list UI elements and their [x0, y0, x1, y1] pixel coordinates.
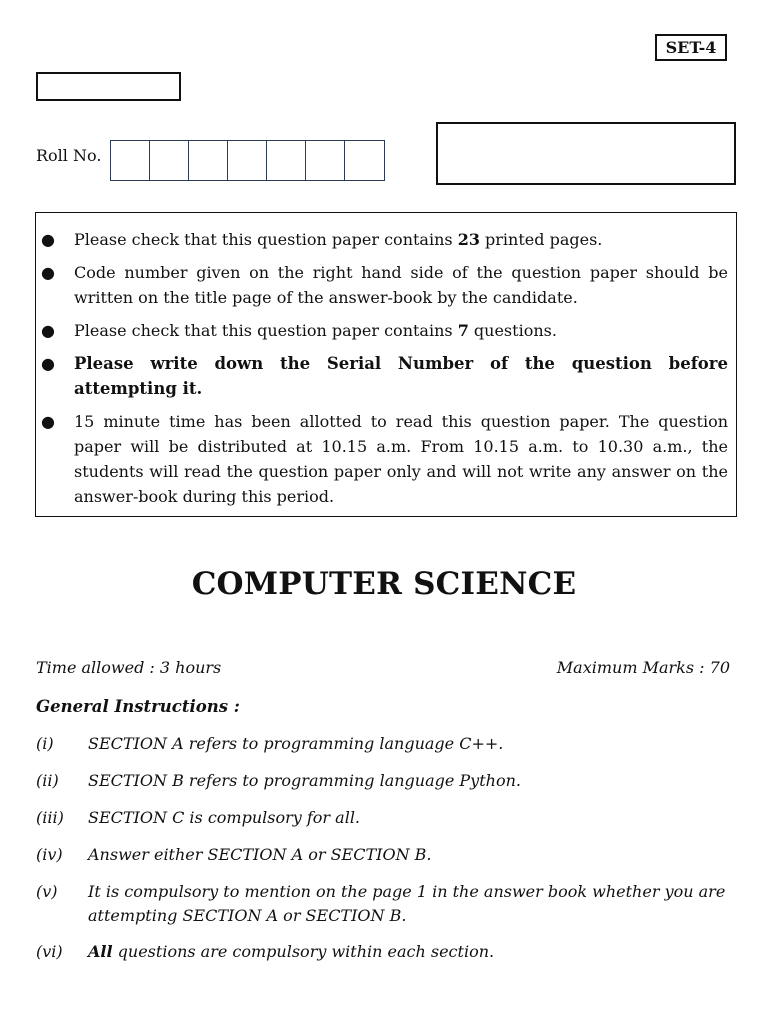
instruction-item [36, 769, 730, 793]
time-marks-row [36, 658, 730, 677]
notice-text: printed pages. [479, 230, 603, 249]
instruction-item [36, 732, 730, 756]
instruction-text [88, 940, 730, 964]
instruction-item [36, 940, 730, 964]
roll-number-cell[interactable] [111, 141, 150, 180]
instruction-text: Answer either SECTION A or SECTION B. [88, 845, 432, 864]
bullet-icon: ● [41, 412, 55, 431]
set-label: SET-4 [655, 34, 727, 61]
instruction-text-rest: questions are compulsory within each section. [112, 942, 495, 961]
bullet-icon: ● [41, 354, 55, 373]
roll-number-cell[interactable] [228, 141, 267, 180]
notice-text: Please check that this question paper contains [74, 230, 458, 249]
instruction-item [36, 880, 730, 928]
instruction-item [36, 843, 730, 867]
roll-number-cell[interactable] [345, 141, 384, 180]
instruction-bold: All [88, 942, 113, 961]
roll-number-cells [110, 140, 385, 181]
notice-item [36, 409, 728, 509]
instruction-item [36, 806, 730, 830]
instruction-text: SECTION A refers to programming language C++. [88, 734, 504, 753]
code-number-box [36, 72, 181, 101]
instruction-number: (vi) [36, 942, 63, 961]
notice-item [36, 351, 728, 401]
general-instructions-heading: General Instructions : [36, 697, 240, 716]
instruction-text: It is compulsory to mention on the page 1 in the answer book whether you are attempting SECTION A or SECTION B. [88, 882, 726, 925]
roll-number-cell[interactable] [189, 141, 228, 180]
notice-text: questions. [468, 321, 557, 340]
instruction-text: SECTION C is compulsory for all. [88, 808, 361, 827]
instruction-number: (iv) [36, 845, 63, 864]
candidate-notice [35, 212, 737, 517]
paper-title: COMPUTER SCIENCE [191, 566, 577, 602]
notice-bold: 7 [457, 321, 469, 340]
roll-number-label: Roll No. [36, 146, 102, 165]
instruction-number: (v) [36, 882, 58, 901]
instruction-number: (iii) [36, 808, 64, 827]
instruction-text: SECTION B refers to programming language Python. [88, 771, 521, 790]
notice-text: 15 minute time has been allotted to read this question paper. The question paper will be distributed at 10.15 a.m. From 10.15 a.m. to 10.30 a.m., the students will read the question paper only and will not write any answer on the answer-book during this period. [74, 412, 728, 506]
maximum-marks: Maximum Marks : 70 [556, 658, 730, 677]
roll-number-cell[interactable] [306, 141, 345, 180]
notice-item [36, 227, 728, 252]
bullet-icon: ● [41, 321, 55, 340]
notice-bold: Please write down the Serial Number of the question before attempting it. [74, 354, 728, 398]
time-allowed: Time allowed : 3 hours [36, 658, 222, 677]
bullet-icon: ● [41, 263, 55, 282]
roll-number-cell[interactable] [150, 141, 189, 180]
notice-item [36, 260, 728, 310]
notice-text: Please check that this question paper contains [74, 321, 458, 340]
notice-item [36, 318, 728, 343]
instruction-number: (i) [36, 734, 54, 753]
instruction-number: (ii) [36, 771, 59, 790]
bullet-icon: ● [41, 230, 55, 249]
notice-bold: 23 [457, 230, 480, 249]
roll-number-cell[interactable] [267, 141, 306, 180]
code-number-panel [436, 122, 736, 185]
notice-text: Code number given on the right hand side of the question paper should be written on the title page of the answer-book by the candidate. [74, 263, 728, 307]
